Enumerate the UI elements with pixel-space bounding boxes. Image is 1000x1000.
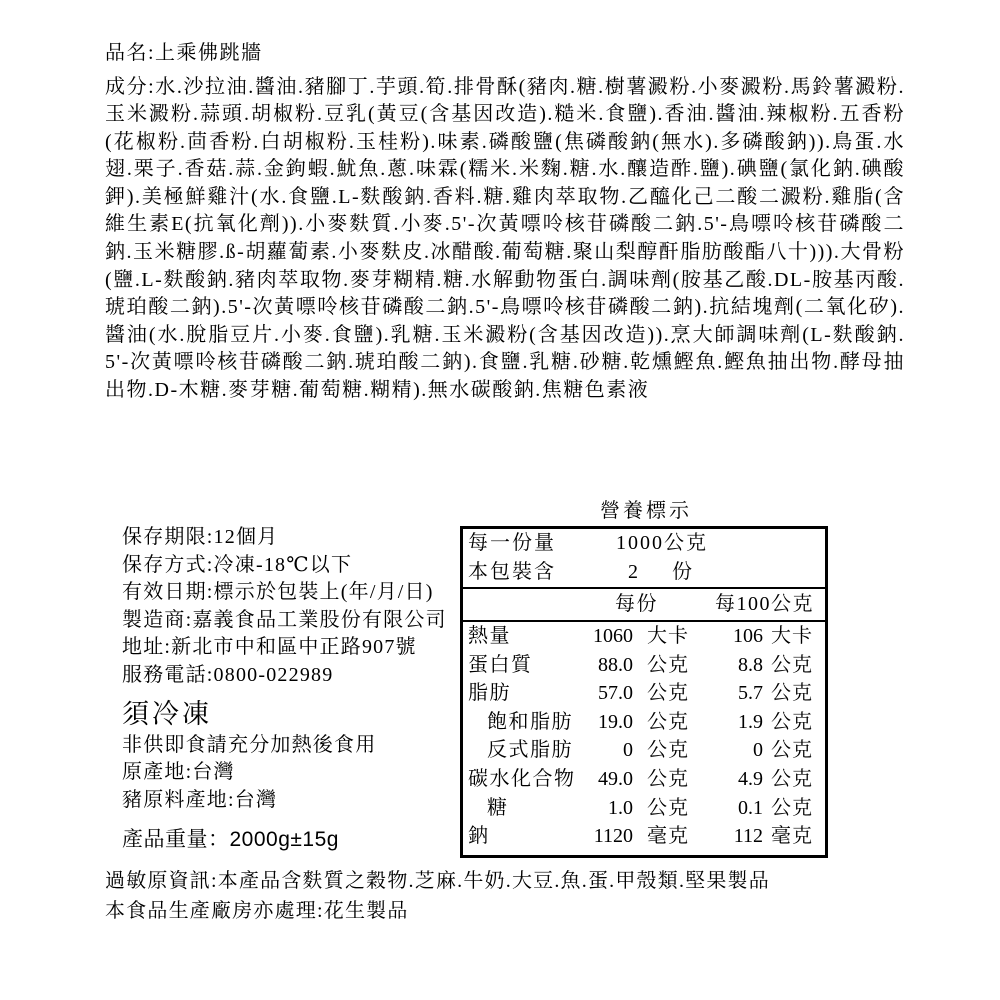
label-header-block (105, 40, 905, 405)
storage-period-line: 保存期限:12個月 (122, 526, 279, 548)
serving-size-value: 1000公克 (616, 532, 708, 554)
keep-frozen-note: 須冷凍 (122, 698, 212, 729)
serving-size-label: 每一份量 (468, 532, 556, 554)
per-100g-unit: 公克 (771, 767, 813, 790)
ingredients-paragraph: 成分:水.沙拉油.醬油.豬腳丁.芋頭.筍.排骨酥(豬肉.糖.樹薯澱粉.小麥澱粉.馬鈴薯澱粉.玉米澱粉.蒜頭.胡椒粉.豆乳(黃豆(含基因改造).糙米.食鹽).香油.醬油.辣椒粉.五香粉(花椒粉.茴香粉.白胡椒粉.玉桂粉).味素.磷酸鹽(焦磷酸鈉(無水).多磷酸鈉)).鳥蛋.水翅.栗子.香菇.蒜.金鉤蝦.魷魚.蔥.味霖(糯米.米麴.糖.水.釀造酢.鹽).碘鹽(氯化鈉.碘酸鉀).美極鮮雞汁(水.食鹽.L-麩酸鈉.香料.糖.雞肉萃取物.乙醯化己二酸二澱粉.雞脂(含維生素E(抗氧化劑)).小麥麩質.小麥.5'-次黃嘌呤核苷磷酸二鈉.5'-鳥嘌呤核苷磷酸二鈉.玉米糖膠.ß-胡蘿蔔素.小麥麩皮.冰醋酸.葡萄糖.聚山梨醇酐脂肪酸酯八十))).大骨粉(鹽.L-麩酸鈉.豬肉萃取物.麥芽糊精.糖.水解動物蛋白.調味劑(胺基乙酸.DL-胺基丙酸.琥珀酸二鈉).5'-次黃嘌呤核苷磷酸二鈉.5'-鳥嘌呤核苷磷酸二鈉).抗結塊劑(二氧化矽).醬油(水.脫脂豆片.小麥.食鹽).乳糖.玉米澱粉(含基因改造)).烹大師調味劑(L-麩酸鈉.5'-次黃嘌呤核苷磷酸二鈉.琥珀酸二鈉).食鹽.乳糖.砂糖.乾燻鰹魚.鰹魚抽出物.酵母抽出物.D-木糖.麥芽糖.葡萄糖.糊精).無水碳酸鈉.焦糖色素液 (105, 75, 905, 402)
storage-method-line: 保存方式:冷凍-18℃以下 (122, 553, 353, 576)
service-phone-line: 服務電話:0800-022989 (122, 663, 334, 686)
row-label: 蛋白質 (468, 653, 533, 676)
facility-note-line: 本食品生產廠房亦處理:花生製品 (105, 900, 409, 922)
per-serving-unit: 公克 (647, 710, 689, 733)
product-weight-line: 產品重量：2000g±15g (122, 828, 339, 852)
nutrition-title: 營養標示 (600, 500, 692, 522)
serving-size-row (463, 529, 825, 558)
per-serving-value: 1.0 (608, 796, 633, 819)
row-label: 飽和脂肪 (487, 710, 573, 733)
nutrition-row-calories (463, 622, 825, 651)
servings-per-pack-row (463, 558, 825, 587)
per-100g-value: 112 (733, 825, 763, 848)
per-100g-value: 0.1 (738, 796, 763, 819)
per-100g-unit: 公克 (771, 739, 813, 762)
nutrition-rows (463, 622, 825, 855)
per-100g-unit: 公克 (771, 710, 813, 733)
address-line: 地址:新北市中和區中正路907號 (122, 636, 417, 659)
expiry-date-line: 有效日期:標示於包裝上(年/月/日) (122, 581, 434, 604)
nutrition-table (460, 526, 828, 858)
per-serving-value: 1060 (593, 625, 633, 647)
per-100g-unit: 公克 (771, 796, 813, 819)
per-serving-unit: 毫克 (647, 825, 689, 848)
per-serving-value: 0 (623, 739, 633, 762)
per-serving-value: 1120 (593, 825, 633, 848)
nutrition-column-headers (463, 587, 825, 622)
per-serving-unit: 公克 (647, 682, 689, 705)
servings-value: 2 (628, 561, 640, 583)
row-label: 糖 (487, 796, 509, 819)
nutrition-row-saturated-fat (463, 708, 825, 737)
nutrition-row-sodium (463, 822, 825, 851)
per-serving-unit: 公克 (647, 796, 689, 819)
allergen-info-line: 過敏原資訊:本產品含麩質之穀物.芝麻.牛奶.大豆.魚.蛋.甲殼類.堅果製品 (105, 870, 770, 892)
nutrition-row-sugar (463, 794, 825, 823)
per-serving-value: 19.0 (598, 710, 633, 733)
per-100g-value: 4.9 (738, 767, 763, 790)
column-header-per-serving: 每份 (615, 593, 658, 615)
heating-note: 非供即食請充分加熱後食用 (122, 733, 377, 756)
nutrition-row-carbohydrate (463, 765, 825, 794)
per-100g-value: 1.9 (738, 710, 763, 733)
row-label: 碳水化合物 (468, 767, 576, 790)
per-100g-value: 8.8 (738, 653, 763, 676)
per-serving-value: 49.0 (598, 767, 633, 790)
per-100g-unit: 公克 (771, 682, 813, 705)
per-serving-unit: 公克 (647, 739, 689, 762)
nutrition-row-protein (463, 651, 825, 680)
manufacturer-line: 製造商:嘉義食品工業股份有限公司 (122, 608, 447, 631)
row-label: 熱量 (468, 625, 511, 647)
row-label: 鈉 (468, 825, 490, 848)
per-serving-unit: 公克 (647, 653, 689, 676)
allergen-block (105, 866, 935, 926)
per-100g-value: 106 (733, 625, 763, 647)
per-100g-unit: 公克 (771, 653, 813, 676)
servings-unit: 份 (672, 561, 694, 583)
row-label: 脂肪 (468, 682, 511, 705)
per-100g-unit: 毫克 (771, 825, 813, 848)
origin-line: 原產地:台灣 (122, 761, 235, 784)
row-label: 反式脂肪 (487, 739, 573, 762)
per-serving-unit: 大卡 (647, 625, 689, 647)
product-name: 品名:上乘佛跳牆 (105, 42, 263, 64)
per-100g-unit: 大卡 (771, 625, 813, 647)
column-header-spacer (463, 589, 575, 620)
nutrition-panel (460, 494, 832, 858)
product-info-block (122, 524, 467, 853)
servings-label: 本包裝含 (468, 561, 556, 583)
nutrition-row-fat (463, 679, 825, 708)
per-serving-value: 57.0 (598, 682, 633, 705)
per-serving-value: 88.0 (598, 653, 633, 676)
per-100g-value: 5.7 (738, 682, 763, 705)
column-header-per-100g: 每100公克 (715, 593, 814, 615)
nutrition-row-trans-fat (463, 736, 825, 765)
per-100g-value: 0 (753, 739, 763, 762)
pork-origin-line: 豬原料產地:台灣 (122, 788, 278, 811)
per-serving-unit: 公克 (647, 767, 689, 790)
